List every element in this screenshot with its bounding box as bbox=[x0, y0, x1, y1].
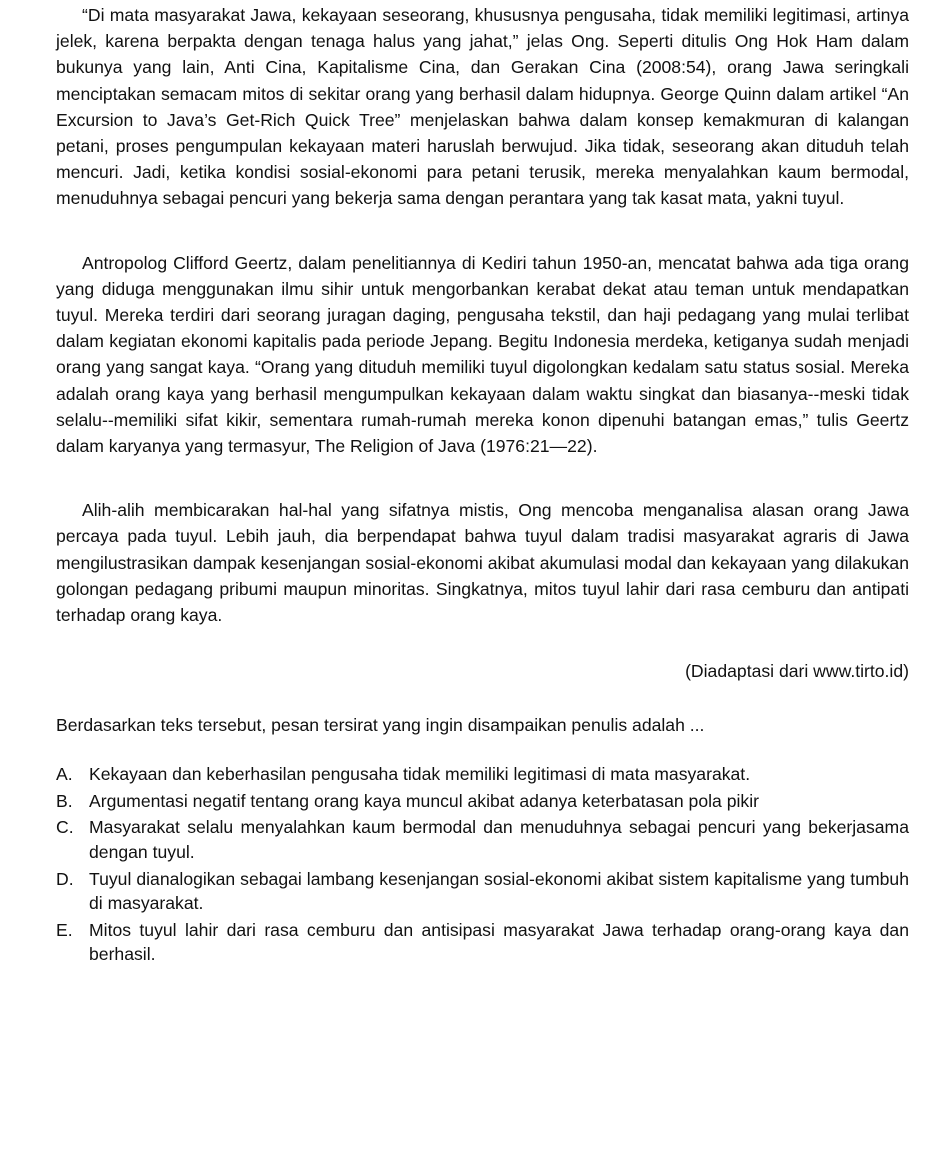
option-d[interactable] bbox=[56, 867, 909, 916]
option-letter: E. bbox=[56, 919, 73, 940]
paragraph-3: Alih-alih membicarakan hal-hal yang sifatnya mistis, Ong mencoba menganalisa alasan orang Jawa percaya pada tuyul. Lebih jauh, dia berpendapat bahwa tuyul dalam tradisi masyarakat agraris di Jawa mengilustrasikan dampak kesenjangan sosial-ekonomi akibat akumulasi modal dan kekayaan yang dilakukan golongan pedagang pribumi maupun minoritas. Singkatnya, mitos tuyul lahir dari rasa cemburu dan antipati terhadap orang kaya. bbox=[56, 500, 909, 626]
option-e[interactable] bbox=[56, 918, 909, 967]
option-a[interactable] bbox=[56, 762, 909, 787]
option-text: Tuyul dianalogikan sebagai lambang kesenjangan sosial-ekonomi akibat sistem kapitalisme yang tumbuh di masyarakat. bbox=[89, 868, 909, 914]
option-text: Argumentasi negatif tentang orang kaya muncul akibat adanya keterbatasan pola pikir bbox=[89, 790, 759, 811]
option-letter: B. bbox=[56, 790, 73, 811]
paragraph-1: “Di mata masyarakat Jawa, kekayaan seseorang, khususnya pengusaha, tidak memiliki legitimasi, artinya jelek, karena berpakta dengan tenaga halus yang jahat,” jelas Ong. Seperti ditulis Ong Hok Ham dalam bukunya yang lain, Anti Cina, Kapitalisme Cina, dan Gerakan Cina (2008:54), orang Jawa seringkali menciptakan semacam mitos di sekitar orang yang berhasil dalam hidupnya. George Quinn dalam artikel “An Excursion to Java’s Get-Rich Quick Tree” menjelaskan bahwa dalam konsep kemakmuran di kalangan petani, proses pengumpulan kekayaan materi haruslah berwujud. Jika tidak, seseorang akan dituduh telah mencuri. Jadi, ketika kondisi sosial-ekonomi para petani terusik, mereka menyalahkan kaum bermodal, menuduhnya sebagai pencuri yang bekerja sama dengan perantara yang tak kasat mata, yakni tuyul. bbox=[56, 5, 909, 209]
option-letter: A. bbox=[56, 764, 73, 785]
option-text: Mitos tuyul lahir dari rasa cemburu dan antisipasi masyarakat Jawa terhadap orang-orang kaya dan berhasil. bbox=[89, 919, 909, 965]
option-c[interactable] bbox=[56, 815, 909, 864]
answer-options bbox=[56, 762, 909, 967]
option-letter: C. bbox=[56, 817, 74, 838]
source-citation: (Diadaptasi dari www.tirto.id) bbox=[685, 661, 909, 682]
option-b[interactable] bbox=[56, 789, 909, 814]
paragraph-2: Antropolog Clifford Geertz, dalam penelitiannya di Kediri tahun 1950-an, mencatat bahwa ada tiga orang yang diduga menggunakan ilmu sihir untuk mengorbankan kerabat dekat atau teman untuk mendapatkan tuyul. Mereka terdiri dari seorang juragan daging, pengusaha tekstil, dan haji pedagang yang mulai terlibat dalam kegiatan ekonomi kapitalis pada periode Jepang. Begitu Indonesia merdeka, ketiganya sudah menjadi orang yang sangat kaya. “Orang yang dituduh memiliki tuyul digolongkan kedalam satu status sosial. Mereka adalah orang kaya yang berhasil mengumpulkan kekayaan dalam waktu singkat dan biasanya--meski tidak selalu--memiliki sifat kikir, sementara rumah-rumah mereka konon dipenuhi batangan emas,” tulis Geertz dalam karyanya yang termasyur, The Religion of Java (1976:21—22). bbox=[56, 252, 909, 457]
option-text: Masyarakat selalu menyalahkan kaum bermodal dan menuduhnya sebagai pencuri yang bekerjasama dengan tuyul. bbox=[89, 817, 909, 863]
question-text: Berdasarkan teks tersebut, pesan tersirat yang ingin disampaikan penulis adalah ... bbox=[56, 715, 705, 736]
option-letter: D. bbox=[56, 868, 74, 889]
option-text: Kekayaan dan keberhasilan pengusaha tidak memiliki legitimasi di mata masyarakat. bbox=[89, 764, 751, 785]
